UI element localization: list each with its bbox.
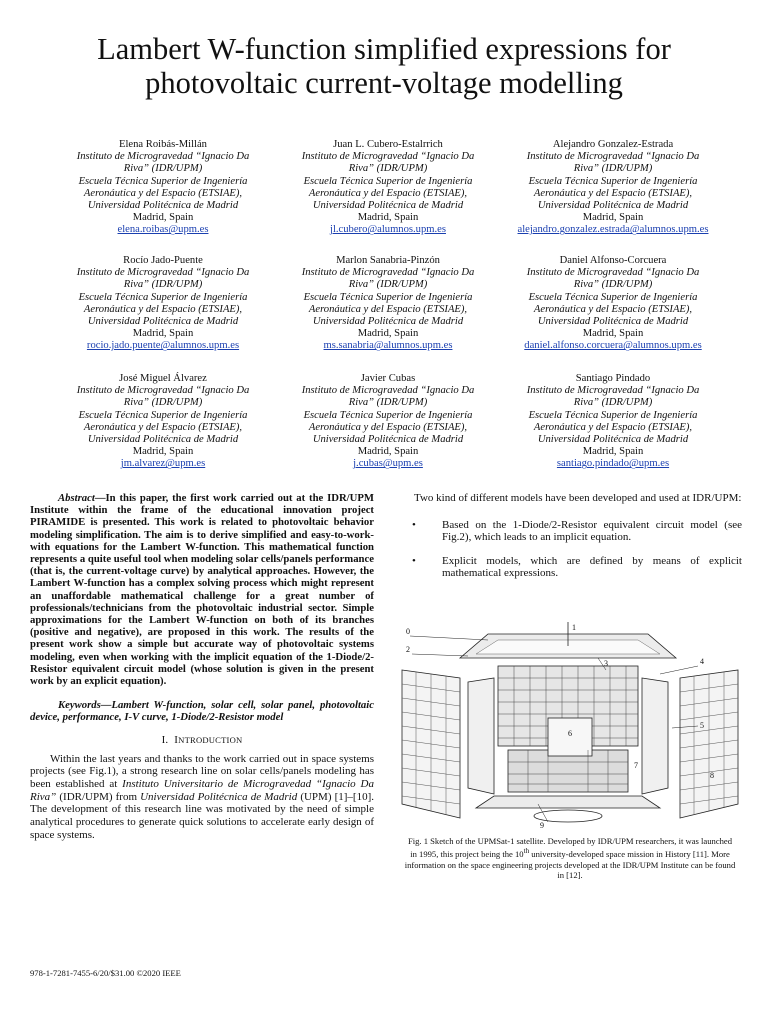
list-item-text: Based on the 1-Diode/2-Resistor equivalent circuit model (see Fig.2), which leads to an implicit equation. bbox=[442, 518, 742, 544]
author-affiliation: Universidad Politécnica de Madrid bbox=[537, 200, 689, 212]
abstract-text: —In this paper, the first work carried out at the IDR/UPM Institute within the frame of the educational innovation project PIRAMIDE is presented. This work is related to photovoltaic behavior modeling simplification. The aim is to derive simplified and easy-to-work-with equations for the Lambert W-function. This mathematical function represents a quite useful tool when modeling solar cells/panels performance (that is, the current-voltage curve) by analytical approaches. However, the Lambert W-function has a complex solving process which might represent an unaffordable mathematical challenge for a great number of professionals/technicians from the photovoltaic industrial sector. Simple approximations for the Lambert W-function on both of its branches (positive and negative), are proposed in this work. The results of the present work show a simple but accurate way of photovoltaic systems modeling, even when working with the implicit equation of the 1-Diode/2-Resistor equivalent circuit model (whose solution is given in the present work by an explicit equation). bbox=[30, 492, 374, 688]
section-heading-introduction bbox=[30, 734, 374, 746]
author-affiliation: Escuela Técnica Superior de Ingeniería bbox=[78, 409, 248, 421]
figure-label: 6 bbox=[568, 729, 572, 738]
figure-label: 8 bbox=[710, 771, 714, 780]
author-affiliation: Universidad Politécnica de Madrid bbox=[87, 200, 239, 212]
author-name: José Miguel Álvarez bbox=[119, 373, 207, 384]
author-affiliation: Aeronáutica y del Espacio (ETSIAE), bbox=[308, 421, 468, 433]
author-city: Madrid, Spain bbox=[357, 328, 419, 340]
paper-title bbox=[40, 32, 728, 100]
left-column bbox=[30, 492, 374, 842]
author-affiliation: Aeronáutica y del Espacio (ETSIAE), bbox=[308, 303, 468, 315]
figure-label: 5 bbox=[700, 721, 704, 730]
author-card bbox=[273, 139, 503, 237]
author-city: Madrid, Spain bbox=[582, 212, 644, 224]
models-list bbox=[398, 519, 742, 580]
author-affiliation: Riva” (IDR/UPM) bbox=[123, 279, 203, 291]
author-card bbox=[48, 373, 278, 471]
author-card bbox=[273, 373, 503, 471]
author-affiliation: Instituto de Microgravedad “Ignacio Da bbox=[301, 267, 475, 279]
right-column bbox=[398, 492, 742, 591]
author-affiliation: Riva” (IDR/UPM) bbox=[123, 397, 203, 409]
figure-label: 9 bbox=[540, 821, 544, 830]
author-city: Madrid, Spain bbox=[132, 446, 194, 458]
author-name: Santiago Pindado bbox=[575, 373, 651, 384]
title-line-1: Lambert W-function simplified expressions for bbox=[97, 32, 671, 66]
author-affiliation: Instituto de Microgravedad “Ignacio Da bbox=[526, 385, 700, 397]
author-affiliation: Aeronáutica y del Espacio (ETSIAE), bbox=[83, 303, 243, 315]
author-email-link[interactable]: j.cubas@upm.es bbox=[353, 458, 423, 470]
author-name: Javier Cubas bbox=[360, 373, 416, 384]
figure-caption bbox=[404, 836, 736, 880]
figure-label: 0 bbox=[406, 627, 410, 636]
author-affiliation: Instituto de Microgravedad “Ignacio Da bbox=[76, 267, 250, 279]
author-affiliation: Universidad Politécnica de Madrid bbox=[537, 316, 689, 328]
author-email-link[interactable]: alejandro.gonzalez.estrada@alumnos.upm.es bbox=[517, 224, 709, 236]
author-affiliation: Escuela Técnica Superior de Ingeniería bbox=[528, 409, 698, 421]
caption-text-1: Fig. 1 Sketch of the UPMSat-1 satellite. Developed by IDR/UPM researchers, it was launched in 1995, this project being the 10 bbox=[407, 836, 733, 860]
author-affiliation: Instituto de Microgravedad “Ignacio Da bbox=[76, 151, 250, 163]
figure-satellite-sketch bbox=[398, 618, 742, 830]
author-city: Madrid, Spain bbox=[132, 328, 194, 340]
list-item bbox=[398, 519, 742, 544]
author-affiliation: Universidad Politécnica de Madrid bbox=[87, 434, 239, 446]
author-affiliation: Riva” (IDR/UPM) bbox=[573, 279, 653, 291]
figure-label: 2 bbox=[406, 645, 410, 654]
section-title-rest: NTRODUCTION bbox=[178, 734, 243, 745]
keywords: Keywords—Lambert W-function, solar cell, solar panel, photovoltaic device, performance, I-V curve, 1-Diode/2-Resistor model bbox=[30, 699, 374, 724]
figure-label: 7 bbox=[634, 761, 638, 770]
author-name: Rocío Jado-Puente bbox=[123, 255, 203, 266]
author-email-link[interactable]: rocio.jado.puente@alumnos.upm.es bbox=[86, 340, 240, 352]
author-email-link[interactable]: jm.alvarez@upm.es bbox=[120, 458, 206, 470]
author-email-link[interactable]: elena.roibas@upm.es bbox=[117, 224, 209, 236]
author-affiliation: Instituto de Microgravedad “Ignacio Da bbox=[526, 267, 700, 279]
author-affiliation: Universidad Politécnica de Madrid bbox=[312, 434, 464, 446]
bullet-icon: • bbox=[412, 518, 416, 531]
author-city: Madrid, Spain bbox=[357, 212, 419, 224]
author-name: Marlon Sanabria-Pinzón bbox=[336, 255, 440, 266]
author-affiliation: Universidad Politécnica de Madrid bbox=[87, 316, 239, 328]
author-name: Juan L. Cubero-Estalrrich bbox=[333, 139, 443, 150]
intro-text-3: (UPM) [1]–[10]. The development of this research line was motivated by the need of simple analytical procedures to generate quick solutions to accelerate early design of space systems. bbox=[30, 790, 374, 841]
figure-label: 1 bbox=[572, 623, 576, 632]
author-affiliation: Riva” (IDR/UPM) bbox=[123, 163, 203, 175]
author-affiliation: Aeronáutica y del Espacio (ETSIAE), bbox=[83, 421, 243, 433]
intro-institute-name: Instituto Universitario de Microgravedad “Ignacio Da Riva” bbox=[30, 778, 374, 803]
author-affiliation: Riva” (IDR/UPM) bbox=[348, 397, 428, 409]
author-name: Alejandro Gonzalez-Estrada bbox=[552, 139, 674, 150]
author-affiliation: Instituto de Microgravedad “Ignacio Da bbox=[76, 385, 250, 397]
intro-text-2: (IDR/UPM) from bbox=[56, 790, 141, 803]
author-affiliation: Escuela Técnica Superior de Ingeniería bbox=[303, 291, 473, 303]
author-affiliation: Instituto de Microgravedad “Ignacio Da bbox=[301, 385, 475, 397]
author-email-link[interactable]: ms.sanabria@alumnos.upm.es bbox=[323, 340, 453, 352]
satellite-sketch-image bbox=[398, 618, 742, 830]
author-affiliation: Aeronáutica y del Espacio (ETSIAE), bbox=[533, 421, 693, 433]
author-card bbox=[48, 255, 278, 353]
author-affiliation: Universidad Politécnica de Madrid bbox=[537, 434, 689, 446]
abstract bbox=[30, 492, 374, 687]
list-item bbox=[398, 555, 742, 580]
author-affiliation: Escuela Técnica Superior de Ingeniería bbox=[78, 291, 248, 303]
title-line-2: photovoltaic current-voltage modelling bbox=[145, 66, 623, 100]
author-name: Elena Roibás-Millán bbox=[119, 139, 207, 150]
section-number: I. bbox=[161, 733, 169, 746]
author-affiliation: Aeronáutica y del Espacio (ETSIAE), bbox=[533, 303, 693, 315]
author-name: Daniel Alfonso-Corcuera bbox=[559, 255, 667, 266]
list-item-text: Explicit models, which are defined by means of explicit mathematical expressions. bbox=[442, 554, 742, 580]
author-affiliation: Escuela Técnica Superior de Ingeniería bbox=[528, 291, 698, 303]
author-affiliation: Universidad Politécnica de Madrid bbox=[312, 316, 464, 328]
author-card bbox=[498, 255, 728, 353]
intro-university-name: Universidad Politécnica de Madrid bbox=[140, 790, 298, 803]
author-city: Madrid, Spain bbox=[357, 446, 419, 458]
author-city: Madrid, Spain bbox=[132, 212, 194, 224]
author-affiliation: Escuela Técnica Superior de Ingeniería bbox=[78, 175, 248, 187]
author-email-link[interactable]: daniel.alfonso.corcuera@alumnos.upm.es bbox=[524, 340, 702, 352]
author-city: Madrid, Spain bbox=[582, 446, 644, 458]
caption-superscript: th bbox=[523, 847, 530, 856]
author-card bbox=[48, 139, 278, 237]
author-card bbox=[273, 255, 503, 353]
author-affiliation: Riva” (IDR/UPM) bbox=[348, 163, 428, 175]
author-email-link[interactable]: jl.cubero@alumnos.upm.es bbox=[330, 224, 446, 236]
author-affiliation: Instituto de Microgravedad “Ignacio Da bbox=[526, 151, 700, 163]
author-affiliation: Escuela Técnica Superior de Ingeniería bbox=[528, 175, 698, 187]
abstract-lead: Abstract bbox=[58, 492, 95, 504]
author-affiliation: Riva” (IDR/UPM) bbox=[573, 397, 653, 409]
author-affiliation: Instituto de Microgravedad “Ignacio Da bbox=[301, 151, 475, 163]
author-card bbox=[498, 139, 728, 237]
author-affiliation: Universidad Politécnica de Madrid bbox=[312, 200, 464, 212]
author-affiliation: Escuela Técnica Superior de Ingeniería bbox=[303, 175, 473, 187]
author-affiliation: Aeronáutica y del Espacio (ETSIAE), bbox=[308, 187, 468, 199]
models-intro: Two kind of different models have been developed and used at IDR/UPM: bbox=[414, 492, 742, 504]
copyright-footer: 978-1-7281-7455-6/20/$31.00 ©2020 IEEE bbox=[30, 968, 181, 978]
author-email-link[interactable]: santiago.pindado@upm.es bbox=[556, 458, 670, 470]
bullet-icon: • bbox=[412, 554, 416, 567]
author-city: Madrid, Spain bbox=[582, 328, 644, 340]
figure-label: 4 bbox=[700, 657, 704, 666]
author-card bbox=[498, 373, 728, 471]
caption-text-2: university-developed space mission in History [11]. More information on the space engineering projects developed at the IDR/UPM Institute can be found in [12]. bbox=[404, 849, 736, 881]
intro-paragraph bbox=[30, 753, 374, 842]
author-affiliation: Escuela Técnica Superior de Ingeniería bbox=[303, 409, 473, 421]
intro-text-1: Within the last years and thanks to the work carried out in space systems projects (see Fig.1), a strong research line on solar cells/panels modeling has been established at bbox=[30, 752, 374, 791]
author-affiliation: Riva” (IDR/UPM) bbox=[573, 163, 653, 175]
author-affiliation: Riva” (IDR/UPM) bbox=[348, 279, 428, 291]
author-affiliation: Aeronáutica y del Espacio (ETSIAE), bbox=[533, 187, 693, 199]
author-affiliation: Aeronáutica y del Espacio (ETSIAE), bbox=[83, 187, 243, 199]
figure-label: 3 bbox=[604, 659, 608, 668]
section-title-initial: I bbox=[174, 733, 179, 746]
